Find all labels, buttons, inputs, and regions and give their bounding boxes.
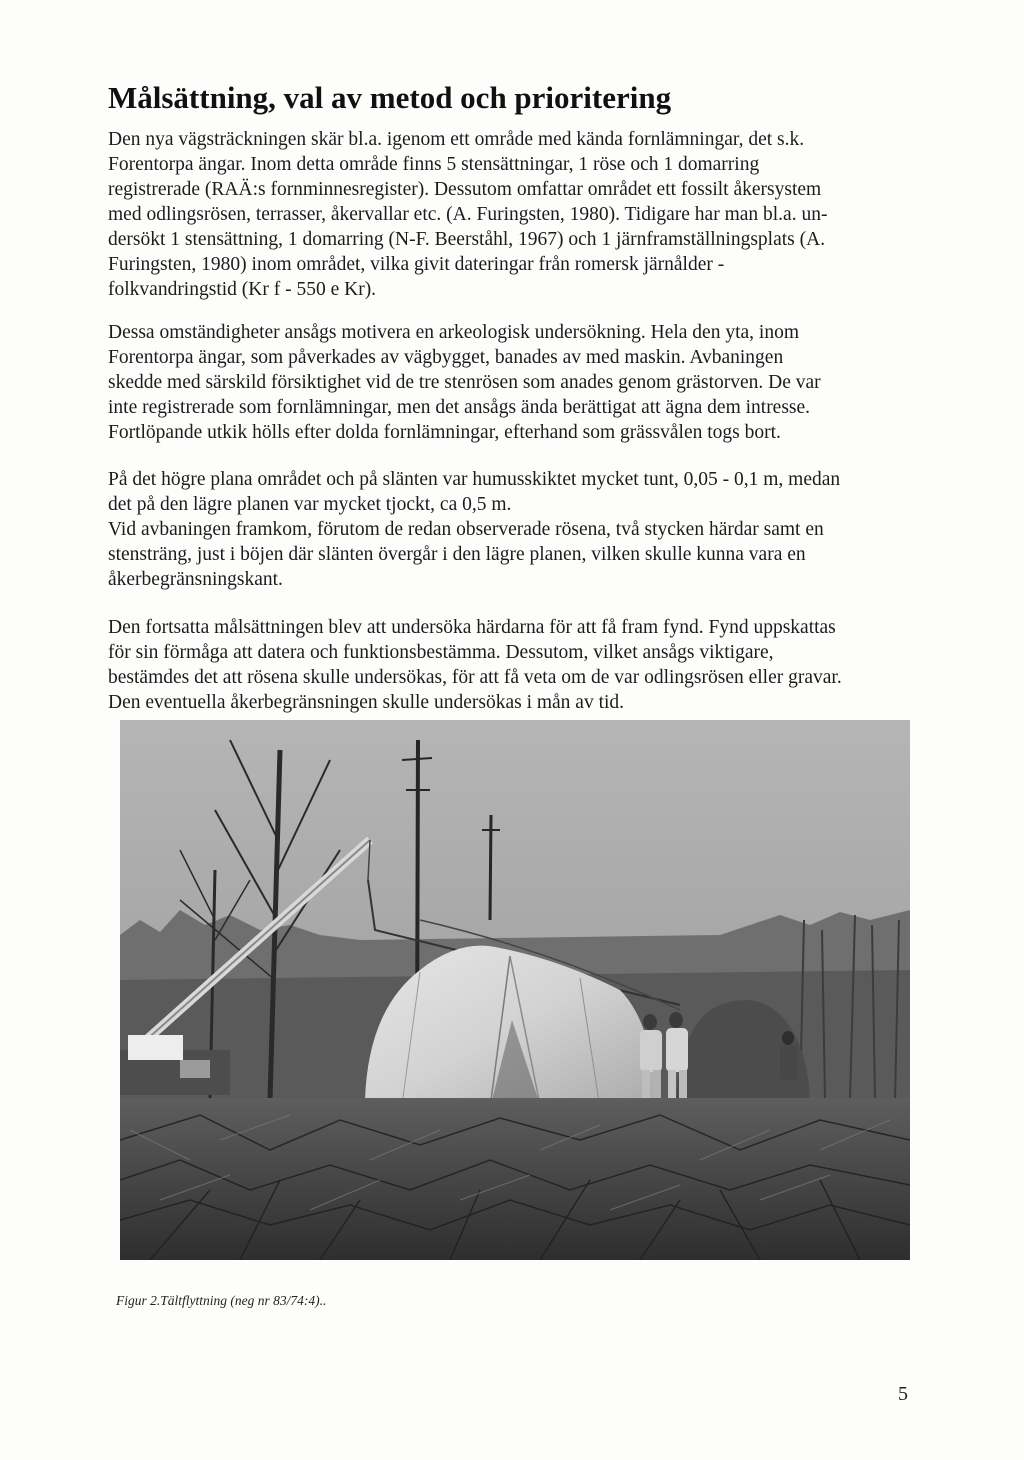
text-line: folkvandringstid (Kr f - 550 e Kr).	[108, 279, 377, 300]
text-line: med odlingsrösen, terrasser, åkervallar etc. (A. Furingsten, 1980). Tidigare har man bl.a. un-	[108, 204, 828, 225]
text-line: för sin förmåga att datera och funktionsbestämma. Dessutom, vilket ansågs viktigare,	[108, 642, 774, 663]
text-line: Forentorpa ängar, som påverkades av vägbygget, banades av med maskin. Avbaningen	[108, 347, 784, 368]
text-line: Fortlöpande utkik hölls efter dolda fornlämningar, efterhand som grässvålen togs bort.	[108, 422, 781, 443]
text-line: Den eventuella åkerbegränsningen skulle undersökas i mån av tid.	[108, 692, 625, 713]
text-line: Forentorpa ängar. Inom detta område finns 5 stensättningar, 1 röse och 1 domarring	[108, 154, 760, 175]
paragraph-method	[108, 320, 938, 445]
section-heading: Målsättning, val av metod och prioritering	[108, 80, 672, 115]
text-line: bestämdes det att rösena skulle undersökas, för att få veta om de var odlingsrösen eller gravar.	[108, 667, 842, 688]
text-line: På det högre plana området och på slänten var humusskiktet mycket tunt, 0,05 - 0,1 m, medan	[108, 469, 841, 490]
text-line: Furingsten, 1980) inom området, vilka givit dateringar från romersk järnålder -	[108, 254, 725, 275]
paragraph-background	[108, 127, 938, 302]
figure-photo-tent-relocation	[120, 720, 910, 1260]
text-line: det på den lägre planen var mycket tjockt, ca 0,5 m.	[108, 494, 512, 515]
text-line: Den fortsatta målsättningen blev att undersöka härdarna för att få fram fynd. Fynd uppskattas	[108, 617, 836, 638]
text-line: inte registrerade som fornlämningar, men det ansågs ända berättigat att ägna dem intresse.	[108, 397, 811, 418]
page-number: 5	[898, 1383, 908, 1405]
text-line: Dessa omständigheter ansågs motivera en arkeologisk undersökning. Hela den yta, inom	[108, 322, 799, 343]
text-line: Den nya vägsträckningen skär bl.a. igenom ett område med kända fornlämningar, det s.k.	[108, 129, 805, 150]
paragraph-findings	[108, 467, 938, 592]
paragraph-priorities	[108, 615, 938, 715]
figure-caption: Figur 2.Tältflyttning (neg nr 83/74:4)..	[116, 1293, 327, 1308]
text-line: Vid avbaningen framkom, förutom de redan observerade rösena, två stycken härdar samt en	[108, 519, 824, 540]
text-line: åkerbegränsningskant.	[108, 569, 283, 590]
text-line: stensträng, just i böjen där slänten övergår i den lägre planen, vilken skulle kunna vara en	[108, 544, 806, 565]
text-line: dersökt 1 stensättning, 1 domarring (N-F. Beerståhl, 1967) och 1 järnframställningsplats (A.	[108, 229, 826, 250]
text-line: registrerade (RAÄ:s fornminnesregister). Dessutom omfattar området ett fossilt åkersystem	[108, 179, 822, 200]
text-line: skedde med särskild försiktighet vid de tre stenrösen som anades genom grästorven. De var	[108, 372, 821, 393]
